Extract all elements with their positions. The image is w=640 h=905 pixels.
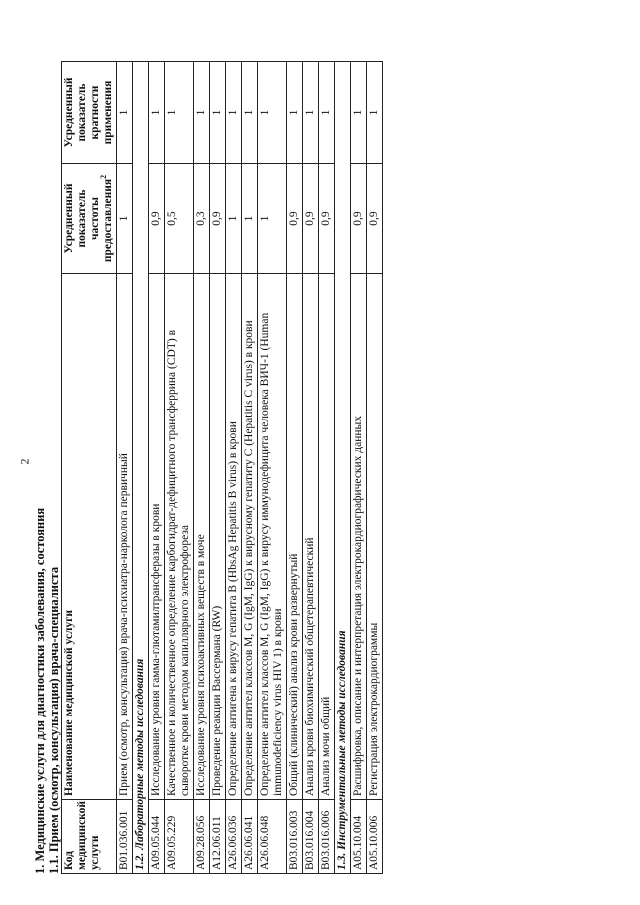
cell-code: A09.05.229 [165, 800, 194, 874]
cell-frequency: 1 [226, 164, 242, 274]
table-row [367, 62, 383, 874]
table-row [287, 62, 303, 874]
cell-name: Исследование уровня психоактивных веществ в моче [194, 274, 210, 800]
cell-multiplicity: 1 [367, 62, 383, 164]
table-row [210, 62, 226, 874]
cell-multiplicity: 1 [242, 62, 258, 164]
cell-frequency: 1 [258, 164, 287, 274]
cell-code: B01.036.001 [117, 800, 133, 874]
section-title-lab: 1.2. Лабораторные методы исследования [133, 62, 149, 874]
header-code: Код медицинской услуги [62, 800, 117, 874]
table-row [165, 62, 194, 874]
cell-name: Расшифровка, описание и интерпретация электрокардиографических данных [351, 274, 367, 800]
services-table [61, 61, 383, 874]
table-row [226, 62, 242, 874]
table-row [194, 62, 210, 874]
header-name: Наименование медицинской услуги [62, 274, 117, 800]
section-title-instr: 1.3. Инструментальные методы исследования [335, 62, 351, 874]
cell-code: A09.05.044 [149, 800, 165, 874]
section-row-lab [133, 62, 149, 874]
table-row [303, 62, 319, 874]
cell-multiplicity: 1 [149, 62, 165, 164]
cell-multiplicity: 1 [351, 62, 367, 164]
cell-name: Качественное и количественное определение карбогидрат-дефицитного трансферрина (CDT) в сыворотке крови методом капиллярного электрофореза [165, 274, 194, 800]
header-frequency [62, 164, 117, 274]
lab-rows [149, 62, 335, 874]
cell-frequency: 0,9 [319, 164, 335, 274]
cell-multiplicity: 1 [165, 62, 194, 164]
cell-frequency: 0,9 [210, 164, 226, 274]
cell-code: A26.06.041 [242, 800, 258, 874]
cell-frequency: 0,9 [149, 164, 165, 274]
section-row-instr [335, 62, 351, 874]
headings [33, 44, 61, 874]
cell-code: A26.06.036 [226, 800, 242, 874]
cell-code: B03.016.006 [319, 800, 335, 874]
cell-code: A05.10.004 [351, 800, 367, 874]
cell-frequency: 0,9 [367, 164, 383, 274]
cell-frequency: 1 [117, 164, 133, 274]
cell-name: Анализ крови биохимический общетерапевтический [303, 274, 319, 800]
cell-code: A05.10.006 [367, 800, 383, 874]
cell-multiplicity: 1 [319, 62, 335, 164]
table-row [149, 62, 165, 874]
cell-name: Анализ мочи общий [319, 274, 335, 800]
cell-frequency: 0,5 [165, 164, 194, 274]
cell-code: A26.06.048 [258, 800, 287, 874]
cell-code: B03.016.003 [287, 800, 303, 874]
cell-multiplicity: 1 [226, 62, 242, 164]
cell-code: A09.28.056 [194, 800, 210, 874]
cell-multiplicity: 1 [258, 62, 287, 164]
cell-frequency: 0,9 [303, 164, 319, 274]
table-row [319, 62, 335, 874]
cell-name: Прием (осмотр, консультация) врача-психиатра-нарколога первичный [117, 274, 133, 800]
cell-multiplicity: 1 [210, 62, 226, 164]
cell-frequency: 1 [242, 164, 258, 274]
cell-code: B03.016.004 [303, 800, 319, 874]
cell-name: Регистрация электрокардиограммы [367, 274, 383, 800]
header-multiplicity: Усредненный показатель кратности применения [62, 62, 117, 164]
cell-multiplicity: 1 [194, 62, 210, 164]
instr-rows [351, 62, 383, 874]
cell-name: Определение антигена к вирусу гепатита B (HbsAg Hepatitis B virus) в крови [226, 274, 242, 800]
cell-multiplicity: 1 [287, 62, 303, 164]
table-row [242, 62, 258, 874]
cell-name: Определение антител классов M, G (IgM, IgG) к вирусу иммунодефицита человека ВИЧ-1 (Human immunodeficiency virus HIV 1) в крови [258, 274, 287, 800]
cell-multiplicity: 1 [117, 62, 133, 164]
table-row [117, 62, 133, 874]
header-frequency-text: Усредненный показатель частоты предоставления [63, 178, 114, 263]
footnote-marker: 2 [99, 174, 109, 179]
cell-frequency: 0,9 [351, 164, 367, 274]
cell-frequency: 0,9 [287, 164, 303, 274]
cell-frequency: 0,3 [194, 164, 210, 274]
subsection-heading: 1.1. Прием (осмотр, консультация) врача-специалиста [47, 566, 61, 874]
cell-name: Общий (клинический) анализ крови развернутый [287, 274, 303, 800]
rotated-page-content [33, 44, 618, 874]
cell-name: Исследование уровня гамма-глютамилтрансферазы в крови [149, 274, 165, 800]
table-row [351, 62, 367, 874]
cell-multiplicity: 1 [303, 62, 319, 164]
cell-name: Проведение реакции Вассермана (RW) [210, 274, 226, 800]
cell-code: A12.06.011 [210, 800, 226, 874]
section-heading: 1. Медицинские услуги для диагностики заболевания, состояния [33, 507, 47, 874]
table-row [258, 62, 287, 874]
page-number: 2 [17, 458, 32, 465]
cell-name: Определение антител классов M, G (IgM, IgG) к вирусному гепатиту C (Hepatitis C virus) в крови [242, 274, 258, 800]
table-header-row [62, 62, 117, 874]
